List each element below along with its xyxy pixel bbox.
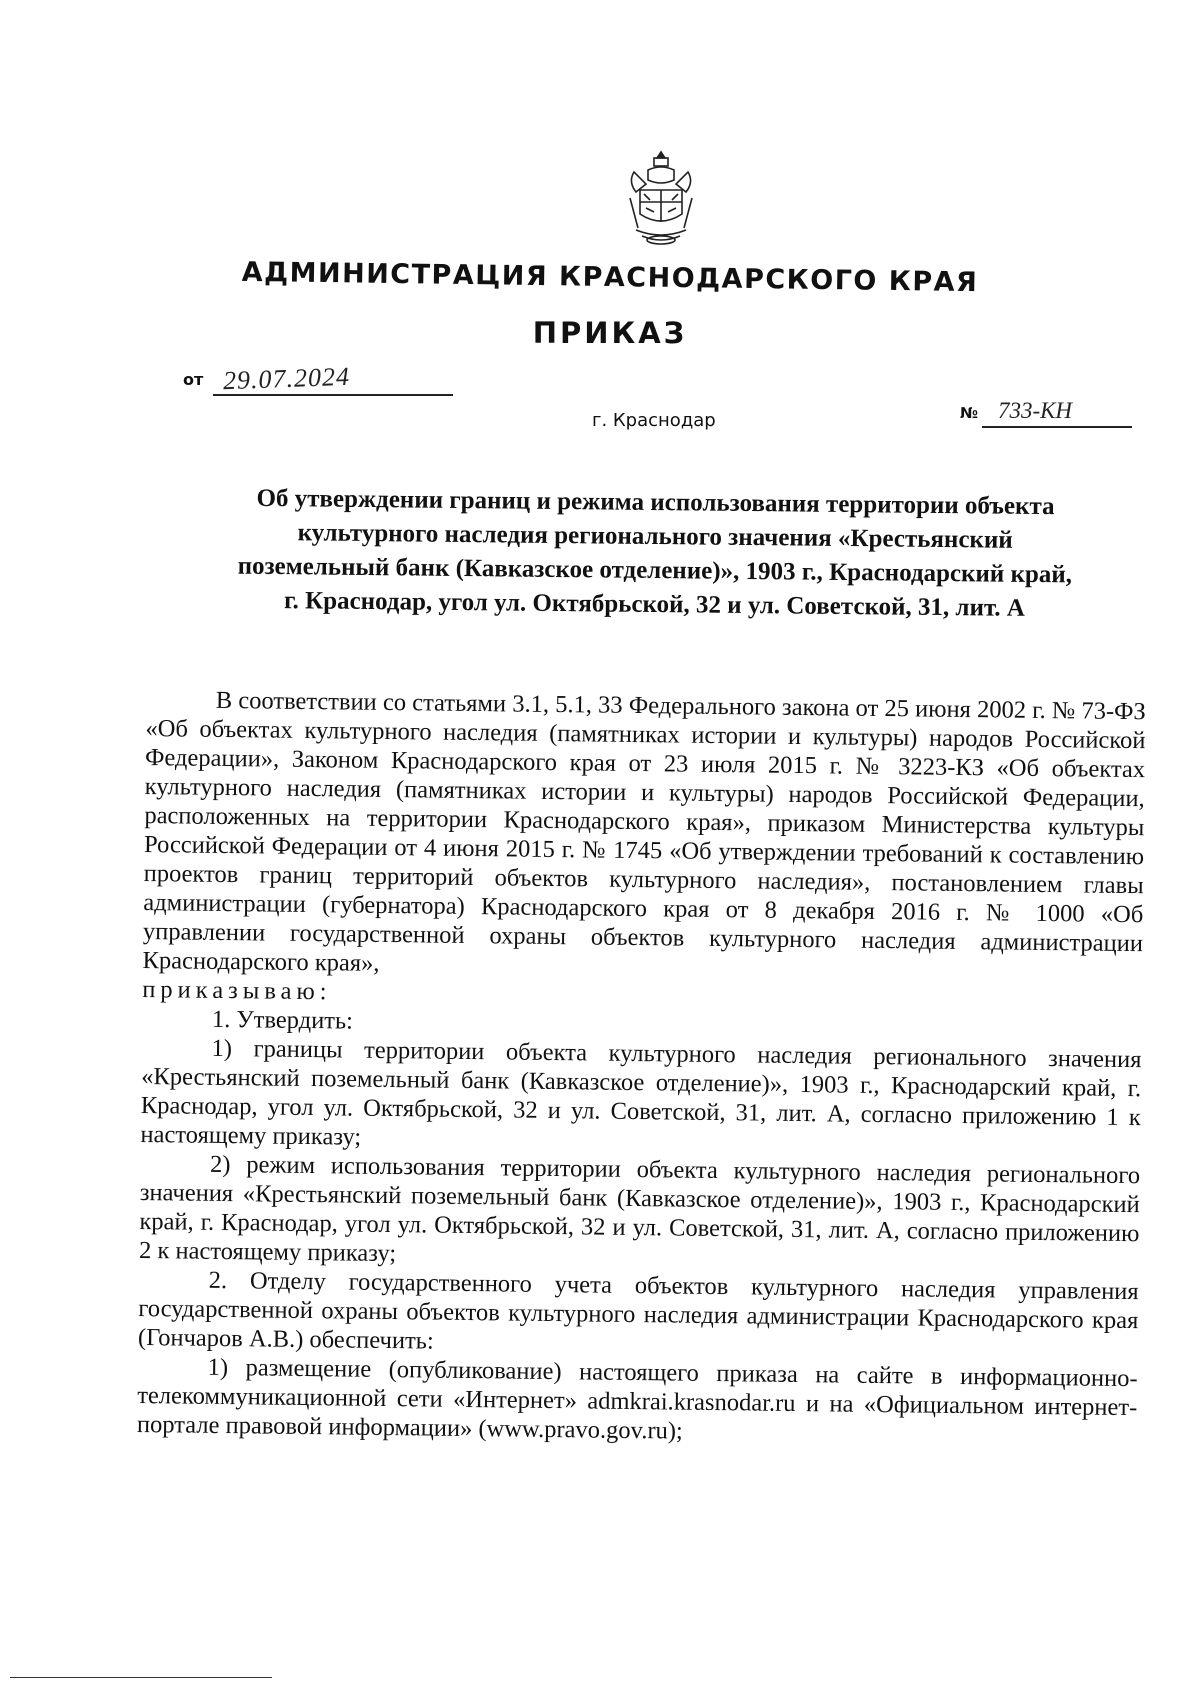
city-label: г. Краснодар bbox=[592, 410, 716, 431]
date-field bbox=[183, 361, 463, 404]
number-field bbox=[960, 396, 1140, 436]
coat-of-arms-icon bbox=[626, 150, 696, 246]
document-title bbox=[159, 481, 1150, 627]
number-underline bbox=[982, 426, 1132, 428]
title-line: поземельный банк (Кавказское отделение)», 1903 г., Краснодарский край, bbox=[237, 552, 1073, 589]
number-value: 733-КН bbox=[998, 398, 1073, 423]
document-type: ПРИКАЗ bbox=[532, 316, 688, 350]
number-prefix: № bbox=[960, 404, 979, 422]
title-line: Об утверждении границ и режима использования территории объекта bbox=[256, 484, 1055, 521]
date-prefix: от bbox=[183, 370, 204, 389]
title-line: культурного наследия регионального значения «Крестьянский bbox=[297, 519, 1013, 554]
item-2-1: 1) размещение (опубликование) настоящего приказа на сайте в информационно-телекоммуникационной сети «Интернет» admkrai.krasnodar.ru и на «Официальном интернет-портале правовой информации» (www.pravo.gov.ru); bbox=[136, 1353, 1138, 1445]
preamble-paragraph: В соответствии со статьями 3.1, 5.1, 33 Федерального закона от 25 июня 2002 г. № 73-ФЗ «Об объектах культурного наследия (памятниках истории и культуры) народов Российской Федерации», Законом Краснодарского края от 23 июля 2015 г. № 3223-КЗ «Об объектах культурного наследия (памятниках истории и культуры) народов Российской Федерации, расположенных на территории Краснодарского края», приказом Министерства культуры Российской Федерации от 4 июня 2015 г. № 1745 «Об утверждении требований к составлению проектов границ территорий объектов культурного наследия», постановлением главы администрации (губернатора) Краснодарского края от 8 декабря 2016 г. № 1000 «Об управлении государственной охраны объектов культурного наследия администрации Краснодарского края», bbox=[142, 686, 1146, 977]
date-value: 29.07.2024 bbox=[222, 361, 351, 396]
order-word: приказываю: bbox=[142, 975, 332, 1006]
organization-name: АДМИНИСТРАЦИЯ КРАСНОДАРСКОГО КРАЯ bbox=[241, 256, 979, 299]
title-line: г. Краснодар, угол ул. Октябрьской, 32 и ул. Советской, 31, лит. А bbox=[283, 587, 1026, 622]
document-body bbox=[137, 685, 1146, 1451]
item-1-2: 2) режим использования территории объекта культурного наследия регионального значения «Крестьянский поземельный банк (Кавказское отделение)», 1903 г., Краснодарский край, г. Краснодар, угол ул. Октябрьской, 32 и ул. Советской, 31, лит. А, согласно приложению 2 к настоящему приказу; bbox=[138, 1150, 1141, 1268]
item-1-1: 1) границы территории объекта культурного наследия регионального значения «Крестьянский поземельный банк (Кавказское отделение)», 1903 г., Краснодарский край, г. Краснодар, угол ул. Октябрьской, 32 и ул. Советской, 31, лит. А, согласно приложению 1 к настоящему приказу; bbox=[140, 1034, 1142, 1151]
date-underline bbox=[213, 394, 453, 396]
item-2: 2. Отделу государственного учета объектов культурного наследия управления государственной охраны объектов культурного наследия администрации Краснодарского края (Гончаров А.В.) обеспечить: bbox=[137, 1266, 1139, 1355]
footer-divider bbox=[10, 1677, 272, 1678]
item-1: 1. Утвердить: bbox=[211, 1005, 354, 1035]
